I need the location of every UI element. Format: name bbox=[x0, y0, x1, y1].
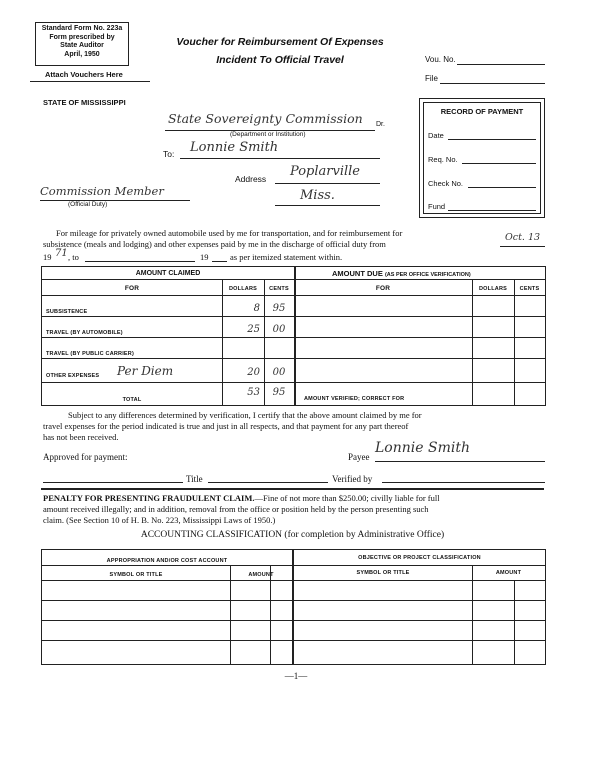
approp-heading: APPROPRIATION AND/OR COST ACCOUNT bbox=[106, 558, 228, 564]
row-total-dollars: 53 bbox=[247, 387, 260, 398]
row-auto-label: TRAVEL (BY AUTOMOBILE) bbox=[46, 330, 123, 336]
record-date-label: Date bbox=[428, 131, 444, 140]
page-number: —1— bbox=[284, 671, 308, 681]
record-check-label: Check No. bbox=[428, 179, 464, 188]
address-value-1: Poplarville bbox=[290, 164, 361, 179]
statement-year2-field[interactable] bbox=[212, 261, 227, 262]
department-value: State Sovereignty Commission bbox=[168, 111, 363, 126]
to-label: To: bbox=[163, 149, 175, 159]
amount-due-heading bbox=[332, 269, 471, 278]
objective-amount-col: AMOUNT bbox=[495, 570, 522, 576]
department-caption: (Department or Institution) bbox=[230, 131, 306, 138]
row-total-cents: 95 bbox=[272, 387, 286, 398]
record-req-field[interactable] bbox=[462, 163, 536, 164]
row-auto-dollars: 25 bbox=[247, 324, 260, 335]
to-field[interactable] bbox=[180, 158, 380, 159]
to-value: Lonnie Smith bbox=[190, 140, 279, 155]
record-date-field[interactable] bbox=[448, 139, 536, 140]
form-number: Standard Form No. 223a bbox=[41, 25, 123, 32]
payee-signature: Lonnie Smith bbox=[375, 440, 470, 456]
claimed-col-dollars: DOLLARS bbox=[229, 286, 257, 292]
form-prescribed: Form prescribed by bbox=[49, 33, 115, 41]
row-other-dollars: 20 bbox=[247, 367, 260, 378]
amount-verified-text: AMOUNT VERIFIED; CORRECT FOR bbox=[304, 396, 405, 402]
address-label: Address bbox=[235, 174, 267, 184]
claimed-col-cents: CENTS bbox=[269, 286, 289, 292]
penalty-line3: claim. (See Section 10 of H. B. No. 223, Mississippi Laws of 1950.) bbox=[43, 515, 276, 525]
official-duty-value: Commission Member bbox=[40, 184, 164, 198]
verified-label: Verified by bbox=[332, 474, 373, 484]
due-col-dollars: DOLLARS bbox=[479, 286, 507, 292]
record-check-field[interactable] bbox=[468, 187, 536, 188]
objective-symbol-col: SYMBOL OR TITLE bbox=[356, 570, 410, 576]
penalty-line1 bbox=[43, 493, 440, 503]
accounting-heading: ACCOUNTING CLASSIFICATION (for completion by Administrative Office) bbox=[140, 530, 445, 540]
state-label: STATE OF MISSISSIPPI bbox=[43, 98, 126, 107]
attach-rule bbox=[30, 81, 150, 82]
row-carrier-label: TRAVEL (BY PUBLIC CARRIER) bbox=[46, 351, 135, 357]
objective-heading: OBJECTIVE OR PROJECT CLASSIFICATION bbox=[358, 555, 481, 561]
vou-label: Vou. No. bbox=[425, 55, 456, 64]
penalty-line2: amount received illegally; and in addition, removal from the office or position held by the person presenting such bbox=[43, 504, 429, 514]
row-subsistence-cents: 95 bbox=[272, 303, 286, 314]
address-field-1[interactable] bbox=[275, 183, 380, 184]
form-title-line2: Incident To Official Travel bbox=[216, 54, 344, 66]
statement-year-prefix: 19 bbox=[43, 252, 52, 262]
amount-due-note: (AS PER OFFICE VERIFICATION) bbox=[384, 272, 471, 278]
approved-label: Approved for payment: bbox=[43, 452, 128, 462]
approved-field[interactable] bbox=[43, 482, 183, 483]
payee-field[interactable] bbox=[375, 461, 545, 462]
statement-year2: 19 bbox=[200, 252, 209, 262]
record-req-label: Req. No. bbox=[428, 155, 458, 164]
address-field-2[interactable] bbox=[275, 205, 380, 206]
penalty-text: —Fine of not more than $250.00; civilly liable for full bbox=[254, 493, 440, 503]
amount-table bbox=[41, 266, 546, 406]
row-other-desc: Per Diem bbox=[117, 364, 174, 378]
row-subsistence-dollars: 8 bbox=[253, 303, 260, 314]
record-heading: RECORD OF PAYMENT bbox=[440, 107, 524, 116]
amount-due-title: AMOUNT DUE bbox=[332, 269, 383, 278]
department-dr: Dr. bbox=[376, 121, 385, 128]
official-duty-caption: (Official Duty) bbox=[68, 201, 108, 208]
row-other-label: OTHER EXPENSES bbox=[46, 373, 100, 379]
record-fund-label: Fund bbox=[428, 202, 446, 211]
verified-field[interactable] bbox=[382, 482, 545, 483]
penalty-rule bbox=[41, 488, 544, 490]
certify-line2: travel expenses for the period indicated is true and just in all respects, and that payment for any part thereof bbox=[43, 421, 409, 431]
statement-line3: as per itemized statement within. bbox=[230, 252, 343, 262]
statement-line1: For mileage for privately owned automobile used by me for transportation, and for reimbursement for bbox=[56, 228, 403, 238]
row-subsistence-label: SUBSISTENCE bbox=[46, 309, 88, 315]
payee-label: Payee bbox=[348, 452, 370, 462]
statement-from-field[interactable] bbox=[500, 246, 545, 247]
due-col-cents: CENTS bbox=[519, 286, 540, 292]
official-duty-field[interactable] bbox=[40, 200, 190, 201]
claimed-col-for: FOR bbox=[124, 285, 140, 292]
title-label: Title bbox=[186, 474, 203, 484]
form-auditor: State Auditor bbox=[60, 42, 104, 49]
statement-line2: subsistence (meals and lodging) and other expenses paid by me in the discharge of official duty from bbox=[43, 239, 386, 249]
accounting-table bbox=[41, 549, 546, 665]
penalty-heading: PENALTY FOR PRESENTING FRAUDULENT CLAIM. bbox=[43, 493, 255, 503]
vou-field[interactable] bbox=[457, 64, 545, 65]
row-total-label: TOTAL bbox=[122, 397, 142, 403]
row-other-cents: 00 bbox=[272, 367, 286, 378]
statement-to-word: , to bbox=[68, 252, 79, 262]
form-title-line1: Voucher for Reimbursement Of Expenses bbox=[176, 36, 384, 48]
statement-from-value: Oct. 13 bbox=[505, 232, 541, 243]
statement-year-value: 71 bbox=[55, 248, 68, 259]
row-auto-cents: 00 bbox=[272, 324, 286, 335]
amount-claimed-heading: AMOUNT CLAIMED bbox=[135, 270, 201, 277]
due-col-for: FOR bbox=[375, 285, 391, 292]
certify-line1: Subject to any differences determined by verification, I certify that the above amount claimed by me for bbox=[68, 410, 422, 420]
approp-amount-col: AMOUNT bbox=[248, 572, 274, 578]
file-field[interactable] bbox=[440, 83, 545, 84]
approp-symbol-col: SYMBOL OR TITLE bbox=[109, 572, 163, 578]
record-fund-field[interactable] bbox=[448, 210, 536, 211]
title-field[interactable] bbox=[208, 482, 328, 483]
file-label: File bbox=[425, 74, 438, 83]
form-number-box bbox=[35, 22, 129, 66]
certify-line3: has not been received. bbox=[43, 432, 119, 442]
form-date: April, 1950 bbox=[64, 50, 100, 58]
statement-to-field[interactable] bbox=[85, 261, 195, 262]
address-value-2: Miss. bbox=[300, 188, 335, 203]
attach-note: Attach Vouchers Here bbox=[45, 70, 123, 79]
record-of-payment-box bbox=[419, 98, 545, 218]
